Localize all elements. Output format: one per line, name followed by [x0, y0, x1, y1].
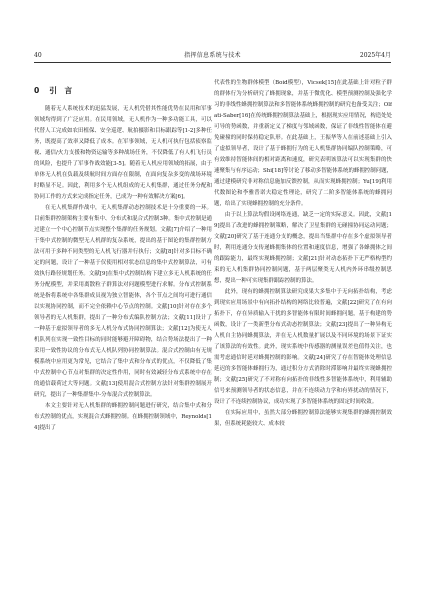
body-paragraph: 代表性的生物群体模型（Boid模型），Vicsek[15]在此基础上针对粒子群的群体行为分析研究了蜂拥现象，并基于微优化、模型预测控制及强化学习的非线性蜂拥控制算法和多智能体系统蜂拥控制的研究也备受关注；Olfati-Saber[16]在传统蜂拥控制算法基础上，根据现实应用情况，构造处处可导的势函数，并重新定义了梯度与邻域函数，保证了非线性智能体在避免碰撞的同时保持稳定队形。在此基础上，王振华等人在前述基础上引入了虚拟领导者，设计了基于蜂拥行为的无人机集群协同编队控制策略，可有效维持智能体间的相对距离和速度，研究表明该算法可以实现集群的快速聚集与有序运动；Shi[18]等讨论了移动多智能体系统的蜂拥控制问题，通过建模研究非对称信息施加反馈控制，从而实现蜂拥控制；Yu[19]利用代数图论和李雅普诺夫稳定性理论，研究了二阶多智能体系统的蜂拥问题，给出了实现蜂拥控制的充分条件。	[214, 80, 392, 207]
body-paragraph: 本文主要针对无人机集群的蜂拥控制问题进行研究，结合集中式和分布式控制的优点，实现混合式蜂拥控制。在蜂拥控制领域中，Reynolds[14]提出了	[34, 403, 212, 431]
section-heading	[34, 85, 212, 96]
body-paragraph: 随着无人系统技术的迅猛发展，无人机凭借其性能优势在民用和军事领域均得到了广泛应用。在民用领域，无人机作为一种多功能工具，可以代替人工完成如农田植保、安全巡逻、航拍摄影和目标跟踪等[1-2]多种任务，既提高了效率又降低了成本。在军事领域，无人机可执行包括侦察监视、通信/火力支援和物资运输等多种战场任务，不仅降低了有人机飞行员的风险，也提升了军事作战效能[3-5]。随着无人机应用领域的拓展，由于单体无人机在负载及续航时间方面存在限制，在面向复杂多变的战场环境时略显不足。因此，利用多个无人机组成的无人机集群，通过任务分配和协同工作的方式来完成指定任务，已成为一种有效解决方案[6]。	[34, 106, 212, 200]
issue-date: 2025年4月	[359, 52, 391, 59]
section-number: 0	[34, 86, 40, 95]
body-paragraph: 在无人机集群作战中，无人机集群动态控制技术是十分重要的一环。目前集群控制架构主要有集中、分布式和混合式控制3种。集中式控制是通过建立一个中心控制节点实现整个集群的任务规划。文献[7]介绍了一种用于集中式控制的微型无人机群的复杂系统，提出的基于图论的集群控制方法可用于多种不同类型的无人机飞行器并行执行；文献[8]针对多目标不确定的问题，设计了一种基于仅使用相对状态信息的集中式控制算法，可有效执行路径规划任务。文献[9]在集中式控制结构下建立多无人机系统的任务分配模型，并采用离散粒子群算法对问题模型进行求解。分布式控制系统是指将系统中各集群成员视为独立智能体，各个节点之间均可进行通信以实现协同控制，而不完全依赖中心节点的控制。文献[10]针对存在多个领导者的无人机集群，提出了一种分布式编队控制方法；文献[11]设计了一种基于虚拟领导者的多无人机分布式协同控制算法；文献[12]为使无人机队列在实现一致性目标的同时能够避开障碍物，结合势场法提出了一种采用一致性协议的分布式无人机队列协同控制算法。混合式控制由有无规模系统中应用更为常见，它结合了集中式和分布式的优点，不仅降低了集中式控制中心节点对集群的决定性作用，同时有效减轻分布式系统中存在的通信载荷过大等问题。文献[13]使用混合式控制方法针对集群控制展开研究，提出了一种集群集中-分布混合式控制算法。	[34, 205, 212, 398]
journal-title: 指挥信息系统与技术	[184, 52, 241, 59]
body-paragraph: 此外，现有的蜂拥控制算法研究成果大多集中于无向拓扑结构，考虑到现实应用场景中有向拓扑结构的网络比较普遍，文献[22]研究了在有向拓扑下，存在异质输入干扰的多智能体有限时间蜂拥问题，基于构建的势函数，设计了一类新型分布式动态控制算法；文献[23]提出了一种异构无人机自主协同蜂拥算法，并在无人机数量扩展以及不同环境的场景下证实了该算法的有效性。此外，现实系统中传感器的测量误差也值得关注，也需考虑通信时延对蜂拥控制的影响。文献[24]研究了存在智能体处理信息延迟的多智能体蜂拥行为，通过积分方式消除时滞影响并最终实现蜂拥控制；文献[25]研究了不对称有向拓扑的非线性多智能体系统中，利用辅助信号来预测领导者的状态信息，并在不连续动力学和有界扰动的情况下，设计了不连续控制协议，成功实现了多智能体系统的固定时间收敛。	[214, 289, 392, 405]
section-title: 引 言	[49, 86, 73, 95]
body-paragraph: 在实际应用中，虽然大部分蜂拥控制算法能够实现集群的蜂拥控制效果，但系统耗能较大、成本较	[214, 410, 392, 427]
left-column	[34, 78, 212, 564]
page-header	[34, 50, 391, 63]
body-paragraph: 由于以上算法均假设网络连通，缺乏一定的实际意义。因此，文献[19]提出了改进的蜂拥控制策略，解决了卫星集群的无碰撞协同运动问题；文献[20]研究了基于连通分支的概念，提出当集群中存在多个虚拟领导者时，利用连通分支传递蜂拥集体的位置和速度信息，增强了各蜂拥体之间的跟踪能力，最终实现蜂拥控制；文献[21]针对动态拓扑下无严格构型约束的无人机集群协同控制问题，基于两层聚类无人机内外环串级控制思想，提出一种可实现集群跟踪控制的算法。	[214, 212, 392, 284]
right-column	[214, 78, 392, 564]
page-number: 40	[34, 52, 42, 59]
